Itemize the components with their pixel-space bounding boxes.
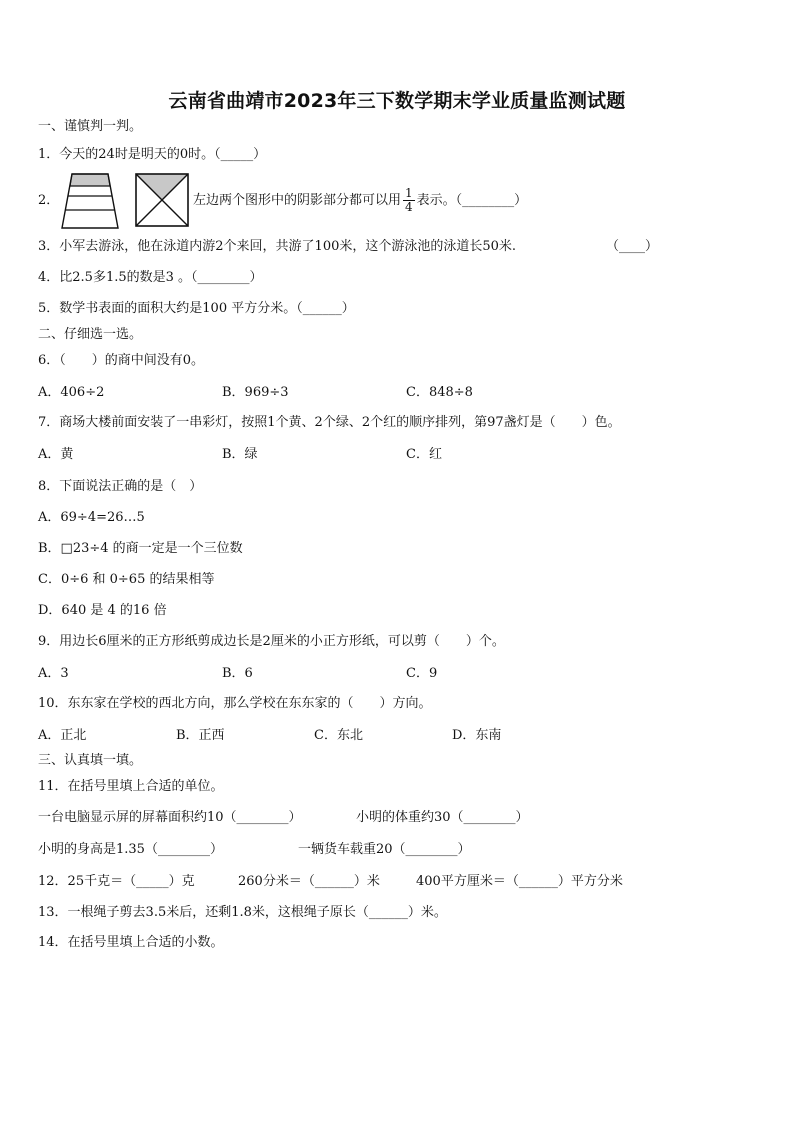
question-6-option-b: B．969÷3 bbox=[222, 385, 289, 400]
question-11-item-3: 小明的身高是1.35（________） bbox=[38, 842, 223, 857]
question-11-item-2: 小明的体重约30（________） bbox=[356, 810, 529, 825]
question-10: 10．东东家在学校的西北方向，那么学校在东东家的（ ）方向。 bbox=[38, 696, 432, 711]
square-figure bbox=[134, 172, 190, 228]
question-2-text-b: 表示。（________） bbox=[416, 193, 528, 208]
question-3: 3．小军去游泳，他在泳道内游2个来回，共游了100米，这个游泳池的泳道长50米. bbox=[38, 239, 517, 254]
question-13: 13．一根绳子剪去3.5米后，还剩1.8米，这根绳子原长（______）米。 bbox=[38, 905, 447, 920]
question-6-option-a: A．406÷2 bbox=[38, 385, 105, 400]
question-7-option-b: B．绿 bbox=[222, 447, 258, 462]
section-heading-1: 一、谨慎判一判。 bbox=[38, 119, 143, 134]
trapezoid-figure bbox=[60, 172, 120, 230]
question-7-option-c: C．红 bbox=[406, 447, 442, 462]
question-14: 14．在括号里填上合适的小数。 bbox=[38, 935, 224, 950]
question-2-text-a: 左边两个图形中的阴影部分都可以用 bbox=[193, 193, 402, 208]
question-12-part-3: 400平方厘米＝（______）平方分米 bbox=[416, 874, 623, 889]
question-6-option-c: C．848÷8 bbox=[406, 385, 473, 400]
question-2-text bbox=[193, 184, 527, 218]
question-9-option-b: B．6 bbox=[222, 666, 253, 681]
question-9-option-a: A．3 bbox=[38, 666, 69, 681]
question-5: 5．数学书表面的面积大约是100 平方分米。（______） bbox=[38, 301, 355, 316]
question-1: 1．今天的24时是明天的0时。（_____） bbox=[38, 147, 267, 162]
question-2-number: 2． bbox=[38, 193, 60, 208]
question-8-option-c: C．0÷6 和 0÷65 的结果相等 bbox=[38, 572, 215, 587]
question-10-option-b: B．正西 bbox=[176, 728, 225, 743]
question-7-option-a: A．黄 bbox=[38, 447, 74, 462]
question-12-part-1: 12．25千克＝（_____）克 bbox=[38, 874, 195, 889]
question-9-option-c: C．9 bbox=[406, 666, 438, 681]
fraction-one-quarter bbox=[403, 187, 415, 214]
question-4: 4．比2.5多1.5的数是3 。（________） bbox=[38, 270, 263, 285]
question-9: 9．用边长6厘米的正方形纸剪成边长是2厘米的小正方形纸，可以剪（ ）个。 bbox=[38, 634, 505, 649]
question-3-blank: （____） bbox=[606, 239, 659, 254]
page-title: 云南省曲靖市2023年三下数学期末学业质量监测试题 bbox=[168, 90, 626, 112]
question-8-option-d: D．640 是 4 的16 倍 bbox=[38, 603, 167, 618]
question-11: 11．在括号里填上合适的单位。 bbox=[38, 779, 224, 794]
question-10-option-c: C．东北 bbox=[314, 728, 363, 743]
question-6: 6．（ ）的商中间没有0。 bbox=[38, 353, 205, 368]
fraction-denominator: 4 bbox=[405, 200, 413, 214]
question-12-part-2: 260分米＝（______）米 bbox=[238, 874, 380, 889]
question-7: 7．商场大楼前面安装了一串彩灯，按照1个黄、2个绿、2个红的顺序排列，第97盏灯是（ ）色。 bbox=[38, 415, 621, 430]
square-shaded-part bbox=[136, 174, 188, 200]
trapezoid-shaded-part bbox=[70, 174, 110, 186]
question-8-option-b: B．□23÷4 的商一定是一个三位数 bbox=[38, 541, 243, 556]
fraction-numerator: 1 bbox=[405, 186, 413, 200]
question-10-option-a: A．正北 bbox=[38, 728, 87, 743]
section-heading-3: 三、认真填一填。 bbox=[38, 753, 143, 768]
section-heading-2: 二、仔细选一选。 bbox=[38, 327, 143, 342]
question-8: 8．下面说法正确的是（ ） bbox=[38, 479, 203, 494]
question-8-option-a: A．69÷4=26…5 bbox=[38, 510, 145, 525]
question-11-item-1: 一台电脑显示屏的屏幕面积约10（________） bbox=[38, 810, 302, 825]
question-11-item-4: 一辆货车载重20（________） bbox=[298, 842, 471, 857]
question-10-option-d: D．东南 bbox=[452, 728, 502, 743]
